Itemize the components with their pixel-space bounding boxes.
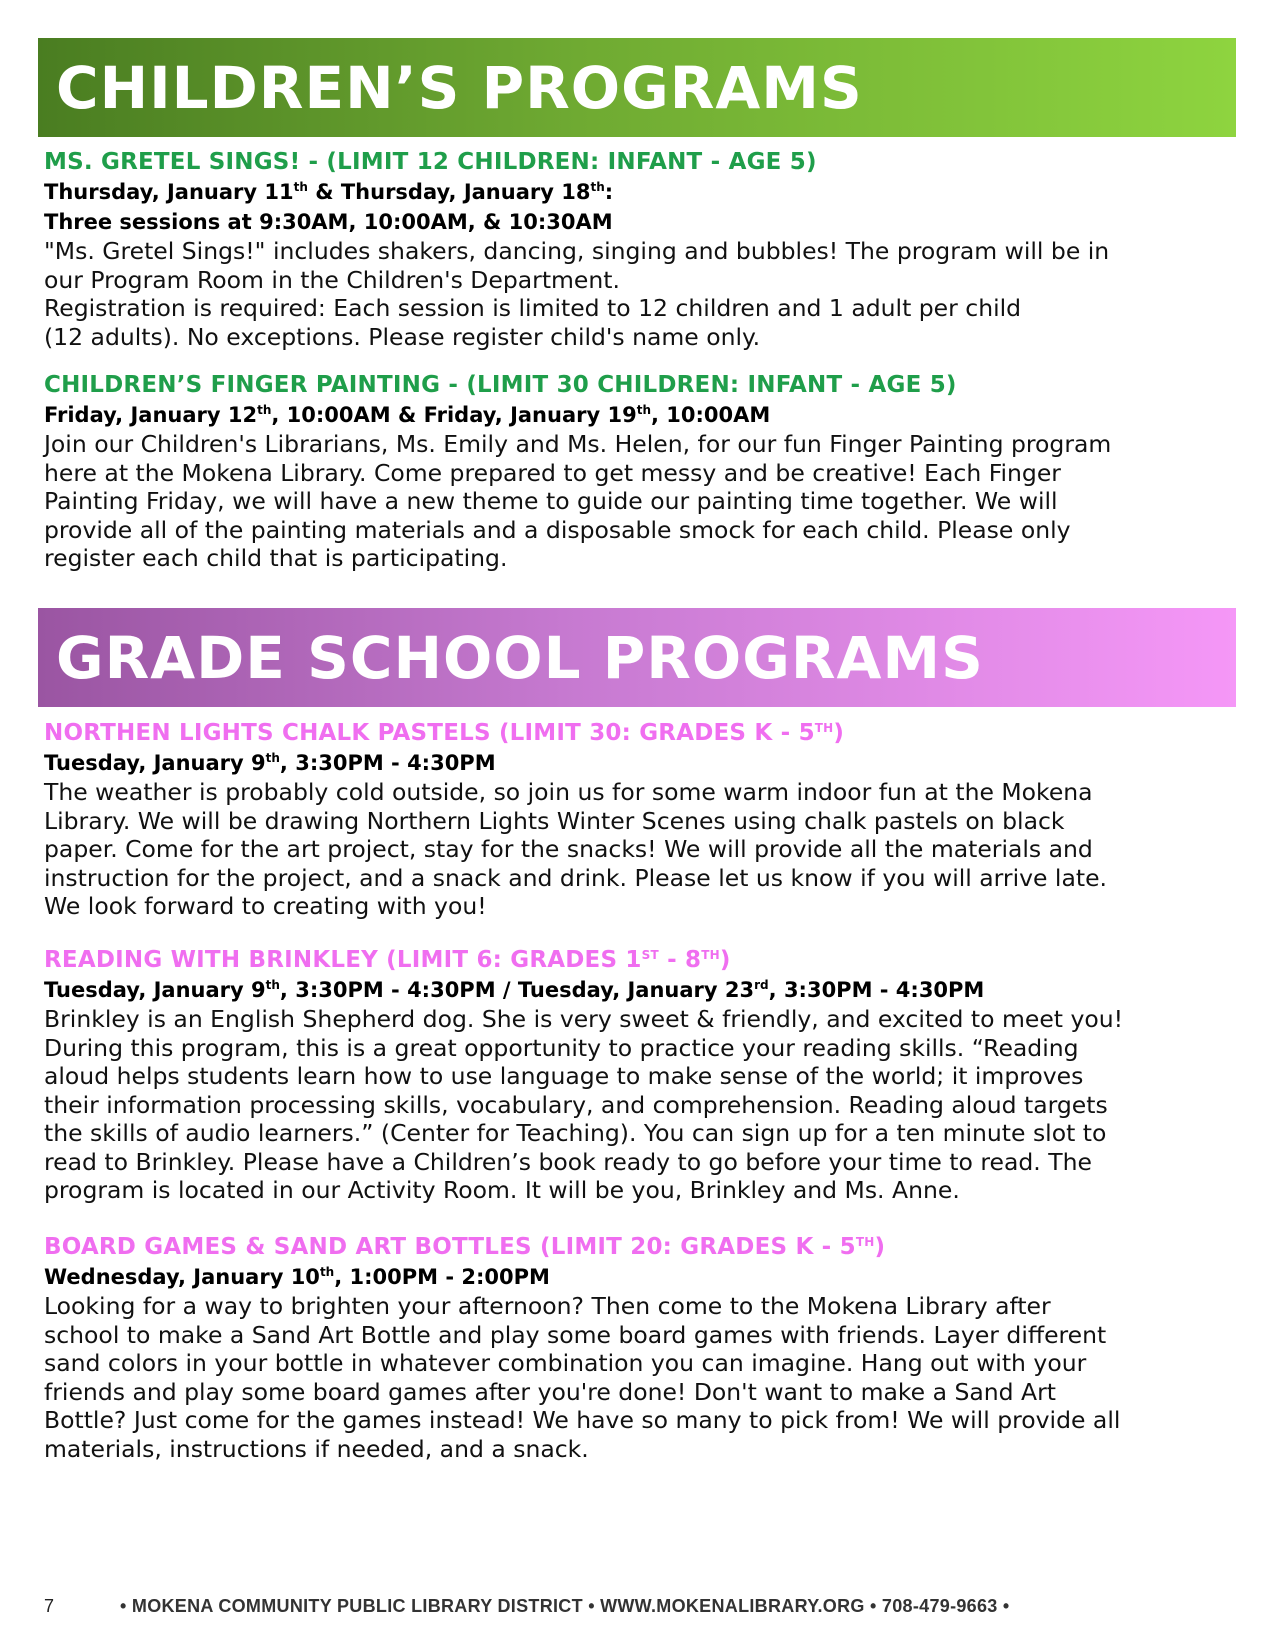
program-date: Thursday, January 11th & Thursday, January 18th:	[44, 180, 614, 204]
program-northern-lights	[44, 718, 1239, 921]
program-date: Friday, January 12th, 10:00AM & Friday, January 19th, 10:00AM	[44, 403, 771, 427]
grade-school-programs-banner	[38, 608, 1236, 707]
program-title: READING WITH BRINKLEY (LIMIT 6: GRADES 1ST - 8TH)	[44, 947, 731, 973]
program-sessions: Three sessions at 9:30AM, 10:00AM, & 10:30AM	[44, 210, 613, 234]
childrens-programs-heading: CHILDREN’S PROGRAMS	[56, 53, 863, 122]
program-date: Tuesday, January 9th, 3:30PM - 4:30PM	[44, 751, 496, 775]
footer-contact-text: • MOKENA COMMUNITY PUBLIC LIBRARY DISTRICT • WWW.MOKENALIBRARY.ORG • 708-479-9663 •	[120, 1596, 1010, 1616]
program-description: Brinkley is an English Shepherd dog. She is very sweet & friendly, and excited to meet you! During this program, this is a great opportunity to practice your reading skills. “Reading aloud helps students learn how to use language to make sense of the world; it improves their information processing skills, vocabulary, and comprehension. Reading aloud targets the skills of audio learners.” (Center for Teaching). You can sign up for a ten minute slot to read to Brinkley. Please have a Children’s book ready to go before your time to read. The program is located in our Activity Room. It will be you, Brinkley and Ms. Anne.	[44, 1005, 1124, 1204]
program-description: Join our Children's Librarians, Ms. Emily and Ms. Helen, for our fun Finger Painting program here at the Mokena Library. Come prepared to get messy and be creative! Each Finger Painting Friday, we will have a new theme to guide our painting time together. We will provide all of the painting materials and a disposable smock for each child. Please only register each child that is participating.	[44, 430, 1112, 572]
childrens-programs-banner	[38, 38, 1236, 137]
program-title: NORTHEN LIGHTS CHALK PASTELS (LIMIT 30: GRADES K - 5TH)	[44, 720, 845, 746]
program-date: Tuesday, January 9th, 3:30PM - 4:30PM / Tuesday, January 23rd, 3:30PM - 4:30PM	[44, 978, 985, 1002]
program-gretel-sings	[44, 147, 1239, 351]
program-title: CHILDREN’S FINGER PAINTING - (LIMIT 30 CHILDREN: INFANT - AGE 5)	[44, 372, 957, 398]
program-date: Wednesday, January 10th, 1:00PM - 2:00PM	[44, 1265, 550, 1289]
program-reading-with-brinkley	[44, 945, 1239, 1205]
program-title: MS. GRETEL SINGS! - (LIMIT 12 CHILDREN: INFANT - AGE 5)	[44, 149, 817, 175]
program-title: BOARD GAMES & SAND ART BOTTLES (LIMIT 20: GRADES K - 5TH)	[44, 1234, 886, 1260]
program-finger-painting	[44, 370, 1239, 573]
program-board-games-sand-art	[44, 1232, 1239, 1463]
program-description: Looking for a way to brighten your afternoon? Then come to the Mokena Library after school to make a Sand Art Bottle and play some board games with friends. Layer different sand colors in your bottle in whatever combination you can imagine. Hang out with your friends and play some board games after you're done! Don't want to make a Sand Art Bottle? Just come for the games instead! We have so many to pick from! We will provide all materials, instructions if needed, and a snack.	[44, 1292, 1121, 1463]
page-number: 7	[44, 1596, 55, 1616]
program-description: "Ms. Gretel Sings!" includes shakers, dancing, singing and bubbles! The program will be in our Program Room in the Children's Department. Registration is required: Each session is limited to 12 children and 1 adult per child (12 adults). No exceptions. Please register child's name only.	[44, 237, 1110, 351]
program-description: The weather is probably cold outside, so join us for some warm indoor fun at the Mokena Library. We will be drawing Northern Lights Winter Scenes using chalk pastels on black paper. Come for the art project, stay for the snacks! We will provide all the materials and instruction for the project, and a snack and drink. Please let us know if you will arrive late. We look forward to creating with you!	[44, 778, 1108, 920]
grade-school-programs-heading: GRADE SCHOOL PROGRAMS	[56, 623, 984, 692]
